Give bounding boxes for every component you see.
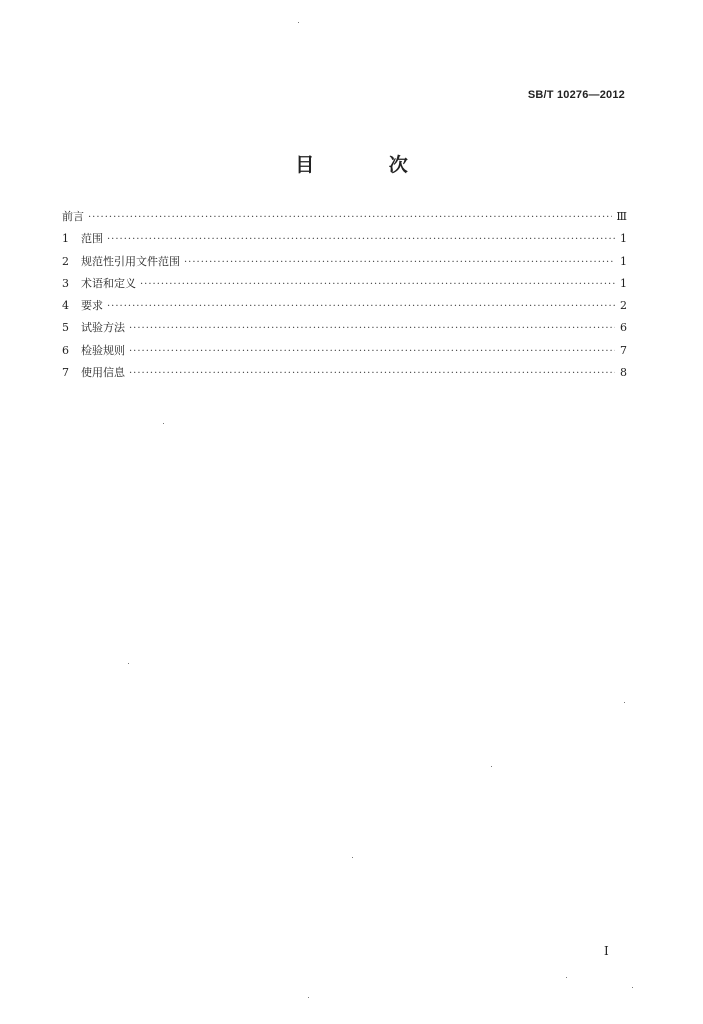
scan-speck xyxy=(352,857,353,858)
scan-speck xyxy=(491,766,492,767)
toc-entry-number: 7 xyxy=(62,366,69,380)
toc-entry-label: 试验方法 xyxy=(81,321,125,335)
toc-entry-inspection-rules[interactable] xyxy=(62,343,627,365)
scan-speck xyxy=(128,663,129,664)
scan-speck xyxy=(298,22,299,23)
table-of-contents xyxy=(62,209,627,387)
scan-speck xyxy=(632,987,633,988)
toc-leader-dots xyxy=(129,321,615,337)
toc-entry-label: 范围 xyxy=(81,232,103,246)
toc-entry-label: 检验规则 xyxy=(81,343,125,357)
toc-entry-label: 使用信息 xyxy=(81,366,125,380)
toc-entry-page: 1 xyxy=(620,276,627,290)
document-code: SB/T 10276—2012 xyxy=(527,89,625,101)
toc-entry-label: 术语和定义 xyxy=(81,276,136,290)
toc-entry-label: 规范性引用文件范围 xyxy=(81,254,180,268)
toc-entry-number: 3 xyxy=(62,276,69,290)
toc-entry-number: 4 xyxy=(62,299,69,313)
toc-entry-number: 5 xyxy=(62,321,69,335)
toc-leader-dots xyxy=(129,344,615,360)
scan-speck xyxy=(308,997,309,998)
toc-entry-requirements[interactable] xyxy=(62,298,627,320)
toc-leader-dots xyxy=(129,366,615,382)
toc-entry-usage-info[interactable] xyxy=(62,365,627,387)
toc-entry-page: 7 xyxy=(620,343,627,357)
toc-entry-page: 6 xyxy=(620,321,627,335)
scan-speck xyxy=(163,423,164,424)
toc-entry-terms[interactable] xyxy=(62,276,627,298)
toc-entry-page: 1 xyxy=(620,232,627,246)
toc-entry-preface[interactable] xyxy=(62,209,627,231)
toc-entry-normative-references[interactable] xyxy=(62,254,627,276)
toc-entry-page: 2 xyxy=(620,299,627,313)
toc-entry-label: 要求 xyxy=(81,299,103,313)
toc-leader-dots xyxy=(88,210,612,226)
toc-entry-number: 1 xyxy=(62,232,69,246)
toc-leader-dots xyxy=(107,299,615,315)
toc-entry-test-methods[interactable] xyxy=(62,320,627,342)
page-number: I xyxy=(604,944,609,958)
toc-entry-label: 前言 xyxy=(62,210,84,223)
toc-entry-page: 8 xyxy=(620,366,627,380)
scan-speck xyxy=(566,977,567,978)
toc-entry-page: 1 xyxy=(620,254,627,268)
toc-entry-page: Ⅲ xyxy=(616,210,627,223)
toc-leader-dots xyxy=(184,255,615,271)
toc-entry-number: 2 xyxy=(62,254,69,268)
toc-entry-scope[interactable] xyxy=(62,231,627,253)
toc-leader-dots xyxy=(107,232,615,248)
toc-entry-number: 6 xyxy=(62,343,69,357)
toc-title: 目 次 xyxy=(295,154,442,176)
toc-leader-dots xyxy=(140,277,615,293)
scan-speck xyxy=(624,702,625,703)
